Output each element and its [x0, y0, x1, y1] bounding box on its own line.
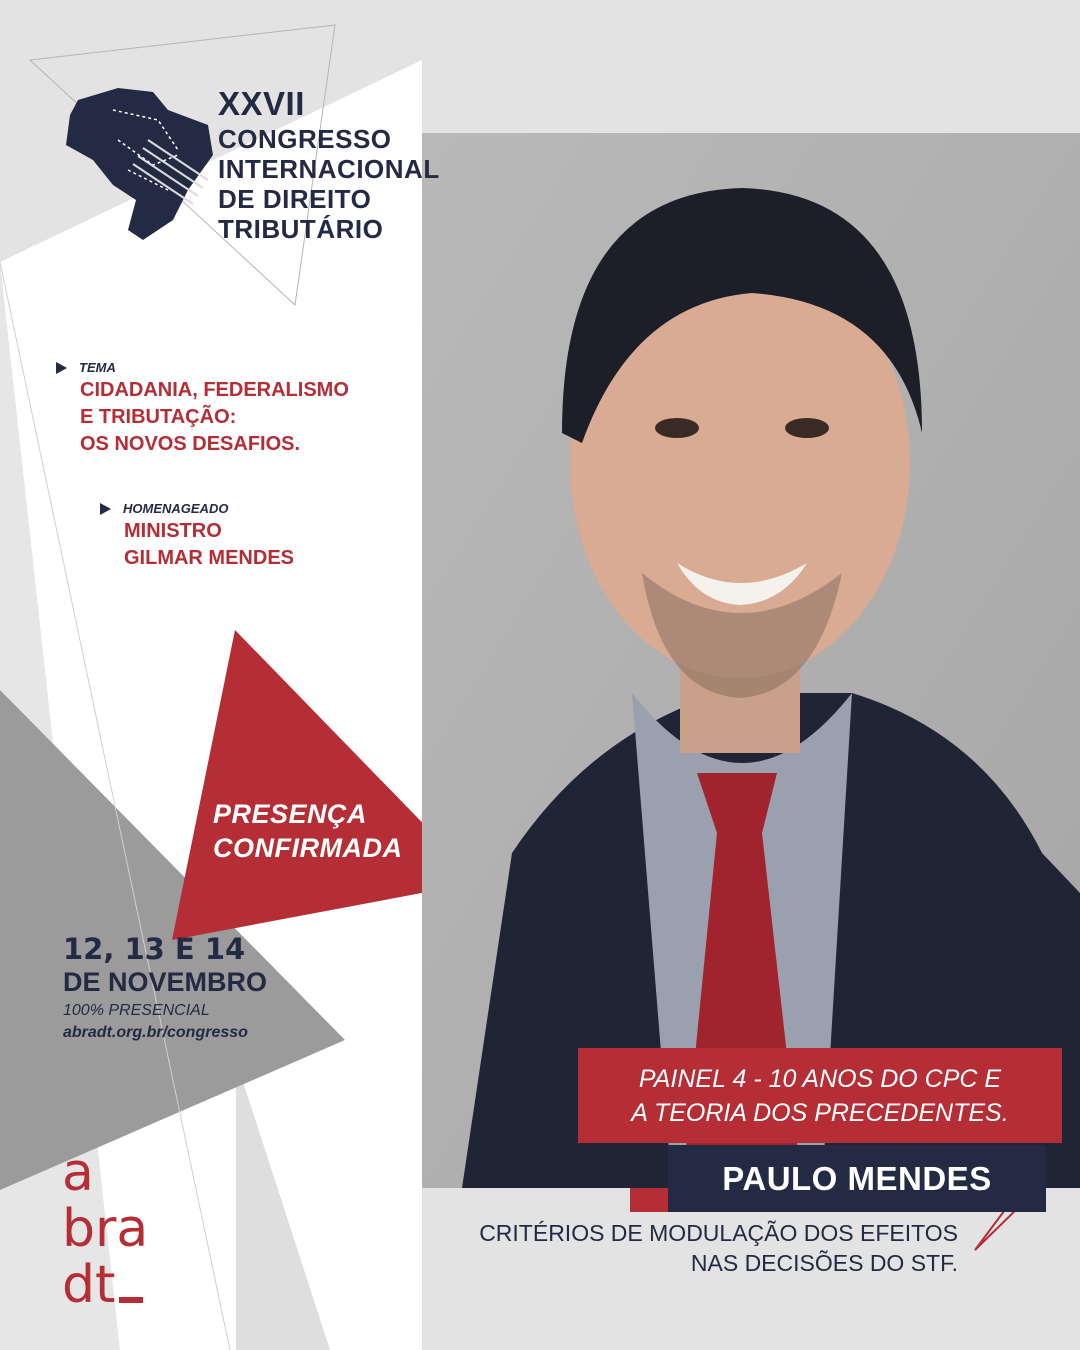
- logo-line: a: [62, 1143, 94, 1203]
- homenageado-section: [100, 501, 294, 572]
- homenageado-label: HOMENAGEADO: [123, 501, 229, 516]
- event-title-line: INTERNACIONAL: [218, 154, 440, 184]
- panel-line: PAINEL 4 - 10 ANOS DO CPC E: [638, 1064, 1002, 1093]
- topic-line: NAS DECISÕES DO STF.: [690, 1250, 958, 1276]
- play-arrow-icon: [56, 362, 67, 374]
- event-url[interactable]: abradt.org.br/congresso: [63, 1024, 248, 1041]
- logo-underscore: [119, 1297, 143, 1303]
- event-title-line: CONGRESSO: [218, 124, 392, 154]
- play-arrow-icon: [100, 503, 111, 515]
- topic-line: CRITÉRIOS DE MODULAÇÃO DOS EFEITOS: [479, 1220, 958, 1246]
- presenca-line: PRESENÇA: [213, 799, 368, 829]
- event-title: [218, 86, 440, 244]
- tema-line: E TRIBUTAÇÃO:: [80, 406, 237, 428]
- tema-label: TEMA: [79, 360, 116, 375]
- homenageado-line: GILMAR MENDES: [124, 547, 294, 569]
- brazil-map-logo: [58, 80, 218, 245]
- homenageado-text: [124, 518, 294, 572]
- abradt-logo: [62, 1145, 148, 1313]
- speaker-photo: [422, 133, 1080, 1188]
- homenageado-line: MINISTRO: [124, 520, 222, 542]
- speaker-name: PAULO MENDES: [668, 1145, 1046, 1212]
- event-edition: XXVII: [218, 85, 305, 122]
- event-title-line: DE DIREITO: [218, 184, 372, 214]
- event-mode: 100% PRESENCIAL: [63, 1002, 210, 1019]
- panel-line: A TEORIA DOS PRECEDENTES.: [631, 1098, 1009, 1127]
- tema-line: CIDADANIA, FEDERALISMO: [80, 379, 349, 401]
- event-month: DE NOVEMBRO: [63, 967, 268, 997]
- logo-line: dt: [62, 1255, 116, 1315]
- tema-section: [56, 360, 349, 458]
- tema-line: OS NOVOS DESAFIOS.: [80, 433, 301, 455]
- panel-banner: [578, 1048, 1062, 1143]
- tema-text: [80, 377, 349, 458]
- logo-line: bra: [62, 1199, 149, 1259]
- event-title-line: TRIBUTÁRIO: [218, 214, 384, 244]
- speaker-topic: [470, 1218, 958, 1278]
- presenca-confirmada: [213, 797, 402, 865]
- event-dates: [63, 932, 267, 1042]
- event-days: 12, 13 E 14: [63, 932, 246, 966]
- presenca-line: CONFIRMADA: [213, 833, 403, 863]
